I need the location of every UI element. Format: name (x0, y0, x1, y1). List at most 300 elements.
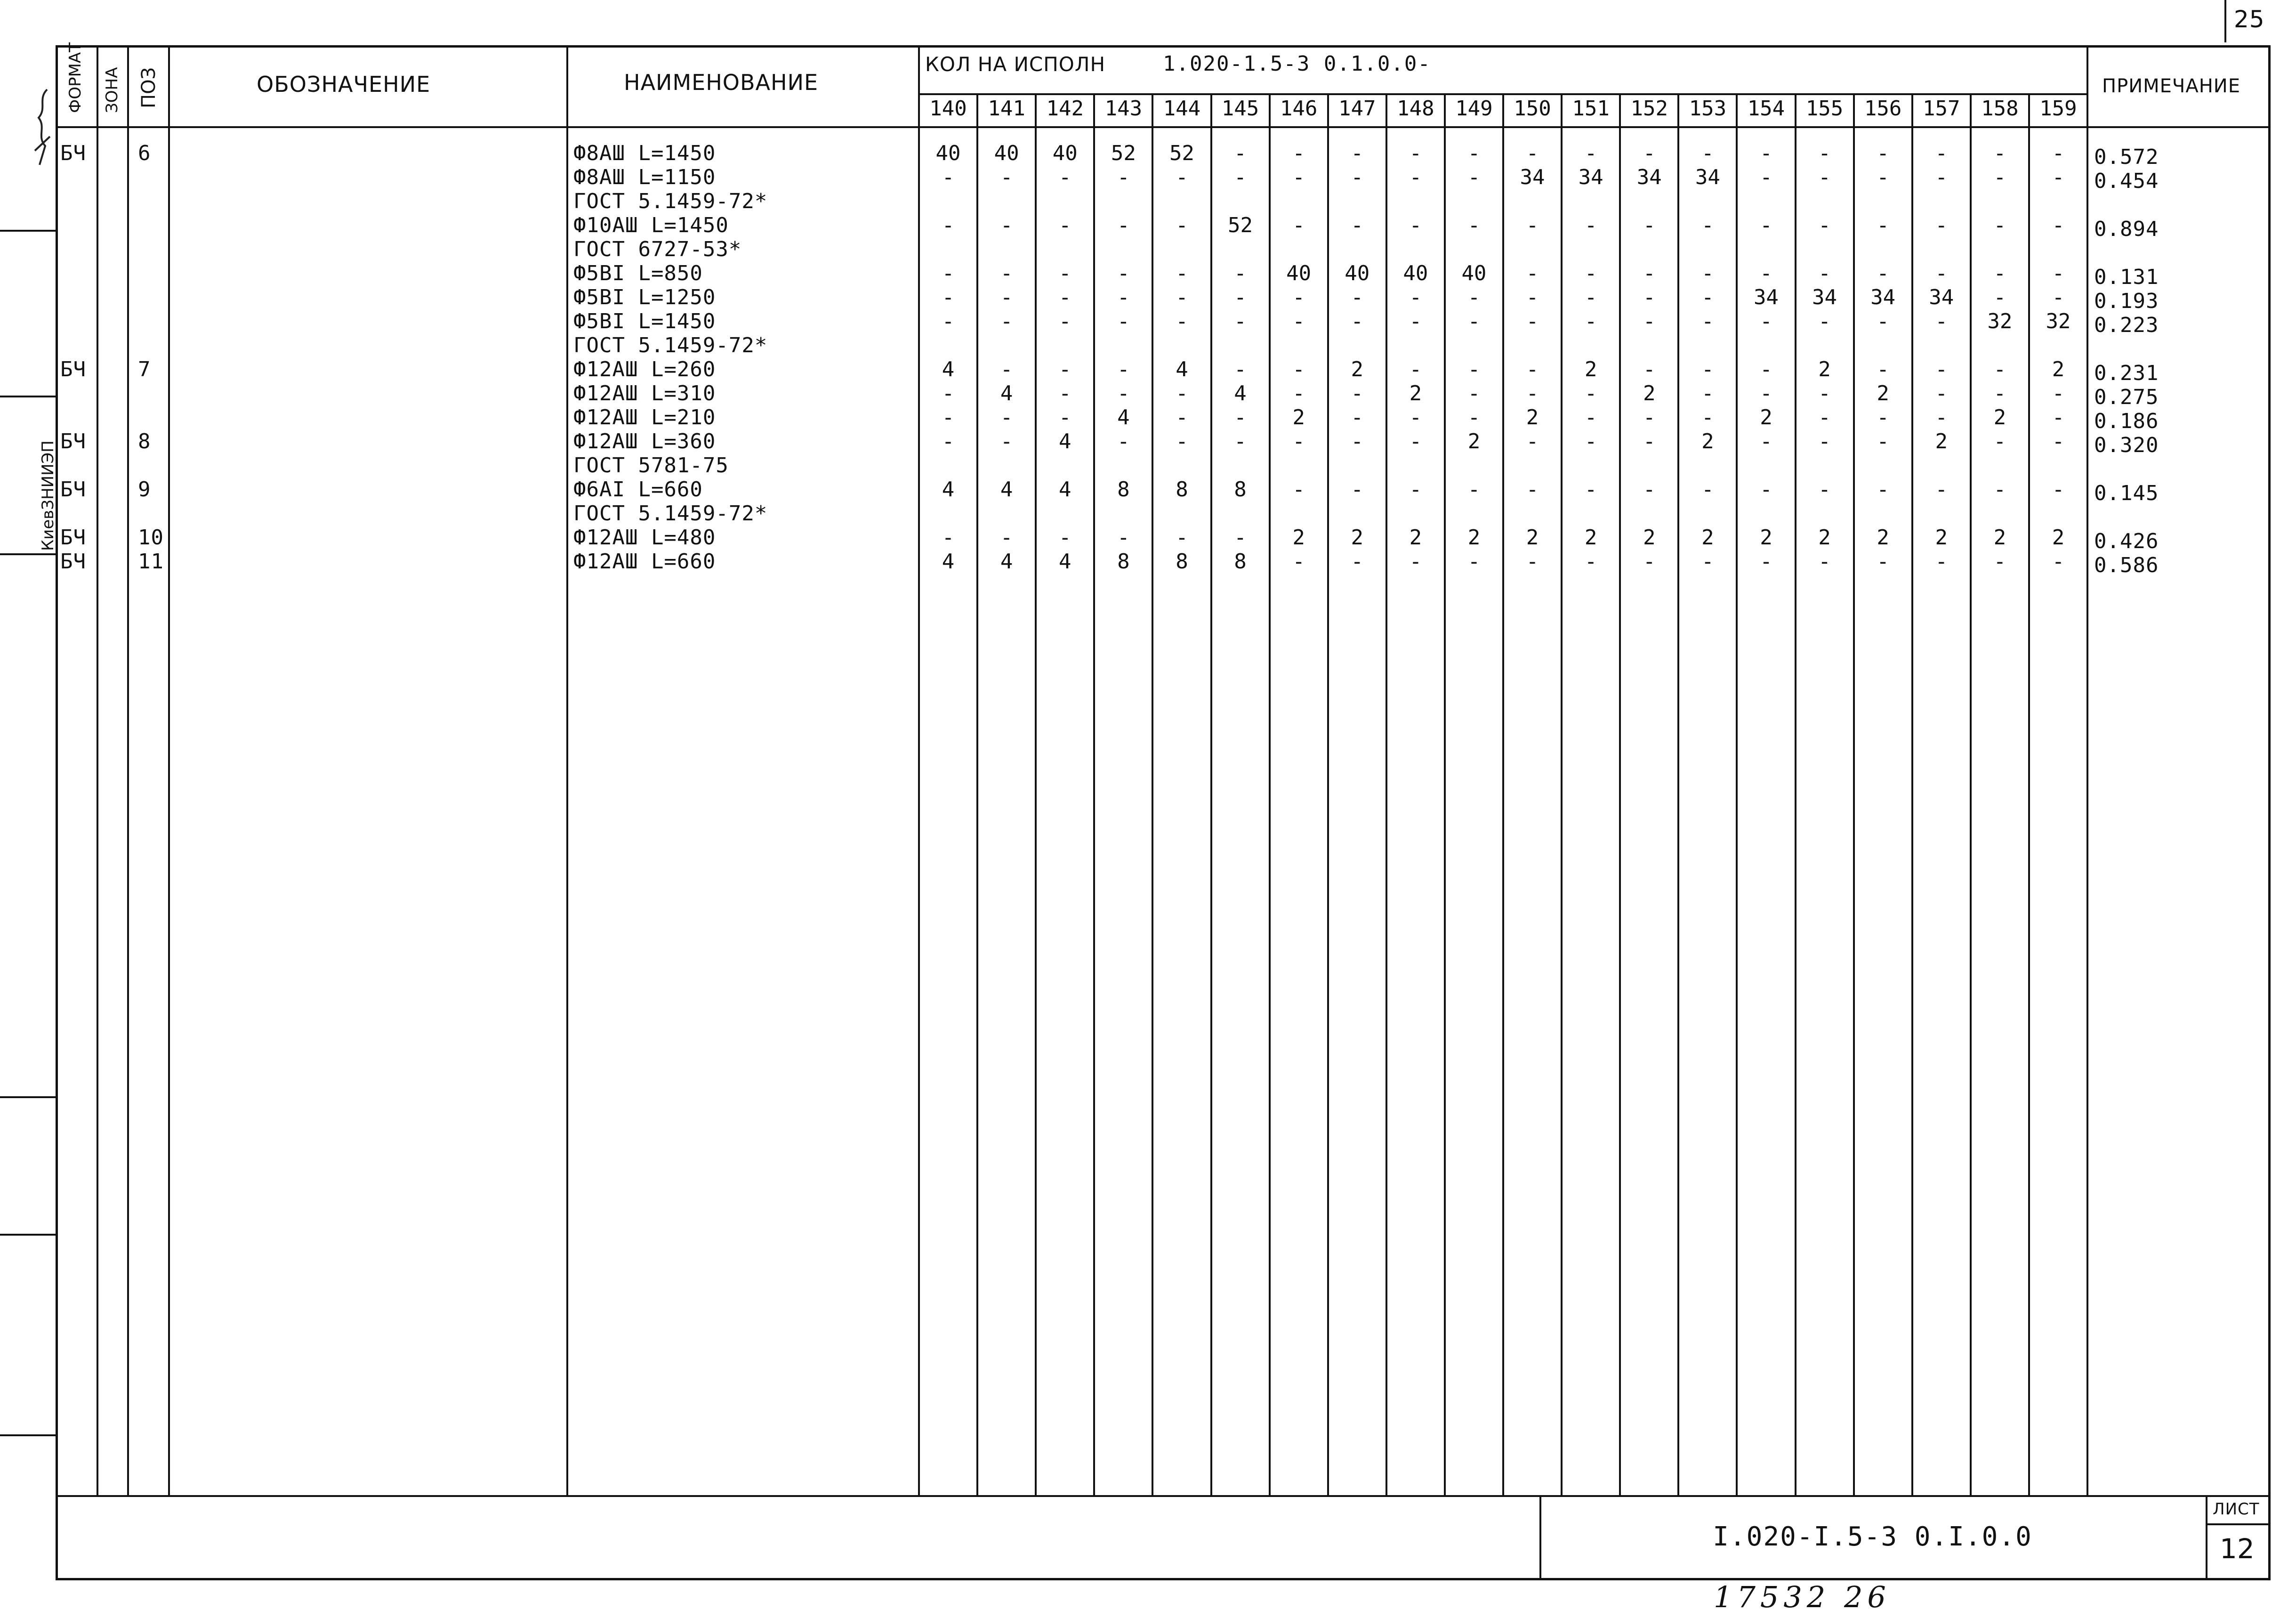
row-format: БЧ (60, 357, 86, 381)
variant-header-155: 155 (1805, 97, 1844, 121)
variant-header-142: 142 (1046, 97, 1084, 121)
row-qty-cell: - (1584, 213, 1597, 237)
row-qty-cell: - (1877, 261, 1889, 285)
row-qty-cell: - (1701, 141, 1714, 165)
side-stamp: КиевЗНИИЭП (39, 440, 57, 551)
row-name: ГОСТ 5.1459-72* (573, 189, 768, 213)
row-name: Ф5BI L=1450 (573, 309, 716, 333)
row-qty-cell: 4 (1176, 357, 1188, 381)
format-header: ФОРМАТ (66, 42, 85, 113)
row-qty-cell: - (1643, 309, 1656, 333)
row-qty-cell: - (1935, 213, 1948, 237)
row-note: 0.145 (2094, 481, 2159, 505)
row-note: 0.586 (2094, 553, 2159, 577)
row-note: 0.131 (2094, 265, 2159, 289)
row-qty-cell: - (1877, 405, 1889, 429)
row-qty-cell: - (2052, 141, 2065, 165)
row-note: 0.193 (2094, 289, 2159, 313)
row-qty-cell: - (1292, 477, 1305, 502)
row-qty-cell: - (1584, 429, 1597, 453)
row-qty-cell: - (1818, 309, 1831, 333)
row-qty-cell: 2 (1526, 526, 1539, 550)
qty-header: КОЛ НА ИСПОЛН (925, 53, 1106, 76)
row-qty-cell: 2 (1935, 526, 1948, 550)
row-qty-cell: 34 (1870, 285, 1896, 309)
row-qty-cell: 2 (1877, 381, 1889, 405)
row-qty-cell: - (1584, 261, 1597, 285)
row-qty-cell: 2 (2052, 526, 2065, 550)
row-qty-cell: - (1877, 213, 1889, 237)
row-qty-cell: - (1526, 309, 1539, 333)
variant-header-154: 154 (1747, 97, 1785, 121)
row-qty-cell: 40 (1461, 261, 1487, 285)
row-qty-cell: - (1409, 357, 1422, 381)
row-name: ГОСТ 6727-53* (573, 237, 742, 261)
row-qty-cell: - (1000, 405, 1013, 429)
row-qty-cell: - (1584, 550, 1597, 574)
row-qty-cell: 52 (1228, 213, 1253, 237)
row-qty-cell: 34 (1753, 285, 1779, 309)
row-qty-cell: - (1292, 141, 1305, 165)
row-qty-cell: 2 (1643, 526, 1656, 550)
row-qty-cell: - (1643, 477, 1656, 502)
variant-header-140: 140 (929, 97, 967, 121)
row-qty-cell: 2 (1351, 526, 1363, 550)
row-qty-cell: - (1409, 477, 1422, 502)
row-qty-cell: - (1117, 165, 1130, 189)
row-qty-cell: 32 (1987, 309, 2013, 333)
row-name: Ф12АШ L=660 (573, 550, 716, 574)
row-qty-cell: - (1760, 141, 1772, 165)
row-qty-cell: 34 (1812, 285, 1837, 309)
row-qty-cell: - (1993, 429, 2006, 453)
row-qty-cell: - (1760, 357, 1772, 381)
row-qty-cell: 2 (1877, 526, 1889, 550)
row-name: ГОСТ 5.1459-72* (573, 502, 768, 526)
row-qty-cell: - (1993, 261, 2006, 285)
variant-header-147: 147 (1338, 97, 1376, 121)
row-qty-cell: 2 (1467, 429, 1481, 453)
row-qty-cell: - (1351, 381, 1363, 405)
row-qty-cell: - (1117, 309, 1130, 333)
row-qty-cell: - (1467, 309, 1481, 333)
row-note: 0.223 (2094, 313, 2159, 337)
row-qty-cell: - (1409, 165, 1422, 189)
row-qty-cell: 40 (935, 141, 961, 165)
row-note: 0.320 (2094, 433, 2159, 457)
row-position: 8 (138, 429, 151, 453)
row-qty-cell: - (1584, 477, 1597, 502)
row-qty-cell: 2 (1409, 381, 1422, 405)
variant-header-150: 150 (1514, 97, 1551, 121)
row-qty-cell: - (1760, 550, 1772, 574)
row-qty-cell: - (1526, 141, 1539, 165)
row-name: ГОСТ 5781-75 (573, 453, 729, 477)
variant-header-143: 143 (1104, 97, 1143, 121)
row-name: Ф5BI L=1250 (573, 285, 716, 309)
row-qty-cell: - (1935, 381, 1948, 405)
row-note: 0.186 (2094, 409, 2159, 433)
row-qty-cell: - (1818, 261, 1831, 285)
row-qty-cell: - (1058, 285, 1071, 309)
row-qty-cell: 40 (1403, 261, 1428, 285)
row-qty-cell: - (1467, 357, 1481, 381)
row-qty-cell: - (942, 429, 955, 453)
variant-header-144: 144 (1163, 97, 1201, 121)
row-qty-cell: 2 (1409, 526, 1422, 550)
sheet-number: 12 (2220, 1533, 2255, 1565)
row-qty-cell: - (1467, 141, 1481, 165)
row-qty-cell: - (1818, 429, 1831, 453)
row-qty-cell: 40 (1345, 261, 1370, 285)
row-qty-cell: - (1117, 261, 1130, 285)
row-qty-cell: - (1643, 357, 1656, 381)
row-qty-cell: - (1117, 213, 1130, 237)
row-qty-cell: - (1117, 526, 1130, 550)
row-qty-cell: 2 (1292, 405, 1305, 429)
row-qty-cell: 2 (1760, 526, 1772, 550)
row-qty-cell: - (1526, 550, 1539, 574)
row-qty-cell: - (1760, 381, 1772, 405)
row-qty-cell: - (1117, 357, 1130, 381)
row-name: Ф12АШ L=210 (573, 405, 716, 429)
row-qty-cell: - (1643, 285, 1656, 309)
row-qty-cell: - (1000, 285, 1013, 309)
row-qty-cell: - (1351, 309, 1363, 333)
row-qty-cell: - (1760, 261, 1772, 285)
row-qty-cell: - (942, 405, 955, 429)
row-qty-cell: - (1818, 165, 1831, 189)
row-name: Ф8АШ L=1150 (573, 165, 716, 189)
row-qty-cell: - (1584, 381, 1597, 405)
qty-code: 1.020-1.5-3 0.1.0.0- (1163, 52, 1431, 76)
row-qty-cell: 34 (1695, 165, 1720, 189)
row-qty-cell: - (1234, 429, 1247, 453)
pos-header: ПОЗ (138, 67, 160, 108)
row-qty-cell: - (1643, 405, 1656, 429)
variant-header-152: 152 (1630, 97, 1668, 121)
row-qty-cell: 40 (1286, 261, 1312, 285)
row-qty-cell: 34 (1636, 165, 1662, 189)
row-qty-cell: - (1584, 141, 1597, 165)
row-qty-cell: - (1409, 405, 1422, 429)
row-qty-cell: - (1818, 381, 1831, 405)
row-qty-cell: - (1000, 165, 1013, 189)
row-qty-cell: - (1058, 261, 1071, 285)
row-position: 11 (138, 550, 164, 574)
row-format: БЧ (60, 141, 86, 165)
row-qty-cell: - (1643, 261, 1656, 285)
row-qty-cell: 2 (1935, 429, 1948, 453)
row-qty-cell: 2 (1760, 405, 1772, 429)
row-qty-cell: - (1760, 309, 1772, 333)
row-qty-cell: - (1993, 477, 2006, 502)
row-qty-cell: - (1877, 309, 1889, 333)
row-name: Ф12АШ L=310 (573, 381, 716, 405)
variant-header-146: 146 (1280, 97, 1318, 121)
row-qty-cell: - (1058, 381, 1071, 405)
row-qty-cell: - (1292, 357, 1305, 381)
row-qty-cell: - (1176, 285, 1188, 309)
row-qty-cell: - (1818, 141, 1831, 165)
row-qty-cell: 4 (1117, 405, 1130, 429)
handwritten-signature (33, 85, 52, 170)
row-qty-cell: 2 (1993, 526, 2006, 550)
row-qty-cell: - (1701, 261, 1714, 285)
row-qty-cell: - (1292, 213, 1305, 237)
row-format: БЧ (60, 429, 86, 453)
name-header: НАИМЕНОВАНИЕ (624, 70, 819, 95)
row-qty-cell: - (1760, 477, 1772, 502)
row-qty-cell: 8 (1117, 550, 1130, 574)
row-qty-cell: - (1351, 213, 1363, 237)
row-note: 0.454 (2094, 169, 2159, 193)
row-qty-cell: - (1584, 405, 1597, 429)
row-qty-cell: - (1409, 429, 1422, 453)
row-qty-cell: 2 (1993, 405, 2006, 429)
row-qty-cell: - (1993, 165, 2006, 189)
row-qty-cell: - (1993, 381, 2006, 405)
row-qty-cell: - (1993, 357, 2006, 381)
row-qty-cell: 4 (942, 357, 955, 381)
row-qty-cell: - (1643, 550, 1656, 574)
page-number: 25 (2234, 6, 2265, 33)
variant-header-149: 149 (1455, 97, 1493, 121)
row-qty-cell: 2 (1818, 526, 1831, 550)
row-qty-cell: - (1643, 429, 1656, 453)
row-qty-cell: 8 (1176, 550, 1188, 574)
row-qty-cell: 52 (1169, 141, 1194, 165)
row-qty-cell: - (1409, 141, 1422, 165)
row-qty-cell: - (2052, 261, 2065, 285)
row-qty-cell: - (1935, 357, 1948, 381)
row-qty-cell: - (1176, 526, 1188, 550)
row-qty-cell: 4 (1058, 477, 1071, 502)
row-position: 10 (138, 526, 164, 550)
row-qty-cell: 2 (1643, 381, 1656, 405)
archive-number: 17532 26 (1714, 1580, 1891, 1614)
variant-header-145: 145 (1221, 97, 1259, 121)
row-qty-cell: 34 (1929, 285, 1954, 309)
row-format: БЧ (60, 550, 86, 574)
row-qty-cell: 8 (1234, 477, 1247, 502)
row-qty-cell: - (1818, 405, 1831, 429)
row-qty-cell: - (1818, 213, 1831, 237)
row-qty-cell: - (1058, 405, 1071, 429)
row-qty-cell: 2 (1584, 357, 1597, 381)
row-qty-cell: 4 (942, 477, 955, 502)
row-qty-cell: 8 (1117, 477, 1130, 502)
row-qty-cell: - (2052, 285, 2065, 309)
row-qty-cell: - (1993, 213, 2006, 237)
row-qty-cell: - (2052, 429, 2065, 453)
row-qty-cell: - (1701, 550, 1714, 574)
variant-header-148: 148 (1397, 97, 1434, 121)
row-qty-cell: - (1467, 550, 1481, 574)
row-qty-cell: - (1467, 213, 1481, 237)
row-qty-cell: - (1993, 141, 2006, 165)
row-note: 0.275 (2094, 385, 2159, 409)
row-qty-cell: - (1058, 309, 1071, 333)
row-name: ГОСТ 5.1459-72* (573, 333, 768, 357)
row-qty-cell: - (1409, 213, 1422, 237)
row-qty-cell: - (1000, 261, 1013, 285)
row-qty-cell: - (1935, 477, 1948, 502)
row-qty-cell: - (1467, 285, 1481, 309)
row-qty-cell: 2 (1351, 357, 1363, 381)
row-qty-cell: - (1701, 213, 1714, 237)
row-qty-cell: - (1000, 526, 1013, 550)
row-qty-cell: - (1760, 429, 1772, 453)
variant-header-153: 153 (1689, 97, 1727, 121)
row-qty-cell: - (1701, 309, 1714, 333)
row-qty-cell: 4 (1000, 550, 1013, 574)
row-qty-cell: - (1000, 213, 1013, 237)
row-qty-cell: - (942, 213, 955, 237)
row-qty-cell: - (1701, 477, 1714, 502)
row-qty-cell: 2 (1526, 405, 1539, 429)
row-qty-cell: - (1877, 165, 1889, 189)
row-qty-cell: - (942, 381, 955, 405)
row-qty-cell: - (1701, 357, 1714, 381)
row-qty-cell: - (1058, 357, 1071, 381)
row-qty-cell: 2 (2052, 357, 2065, 381)
row-qty-cell: - (2052, 405, 2065, 429)
row-qty-cell: - (1351, 165, 1363, 189)
variant-header-141: 141 (988, 97, 1025, 121)
row-qty-cell: - (1760, 165, 1772, 189)
row-qty-cell: - (1760, 213, 1772, 237)
row-qty-cell: - (942, 309, 955, 333)
row-qty-cell: 2 (1818, 357, 1831, 381)
row-qty-cell: - (1526, 261, 1539, 285)
row-qty-cell: - (942, 261, 955, 285)
row-qty-cell: - (2052, 213, 2065, 237)
row-qty-cell: - (1526, 381, 1539, 405)
row-qty-cell: - (1351, 141, 1363, 165)
row-qty-cell: - (2052, 550, 2065, 574)
row-qty-cell: 52 (1111, 141, 1136, 165)
row-qty-cell: - (1584, 285, 1597, 309)
row-qty-cell: - (1877, 429, 1889, 453)
row-qty-cell: - (1058, 526, 1071, 550)
designation-header: ОБОЗНАЧЕНИЕ (257, 72, 431, 97)
row-qty-cell: - (1058, 213, 1071, 237)
row-qty-cell: - (1643, 141, 1656, 165)
row-name: Ф8АШ L=1450 (573, 141, 716, 165)
row-qty-cell: 40 (1052, 141, 1078, 165)
row-qty-cell: - (1409, 285, 1422, 309)
row-qty-cell: - (1292, 429, 1305, 453)
row-qty-cell: - (1877, 477, 1889, 502)
row-qty-cell: - (1526, 285, 1539, 309)
row-name: Ф12АШ L=480 (573, 526, 716, 550)
variant-header-151: 151 (1572, 97, 1610, 121)
row-qty-cell: 2 (1701, 526, 1714, 550)
row-qty-cell: - (942, 285, 955, 309)
row-qty-cell: - (1351, 285, 1363, 309)
row-qty-cell: - (1877, 357, 1889, 381)
row-qty-cell: 8 (1234, 550, 1247, 574)
row-qty-cell: - (1234, 285, 1247, 309)
row-qty-cell: - (1176, 429, 1188, 453)
row-qty-cell: - (1467, 165, 1481, 189)
row-qty-cell: - (1351, 405, 1363, 429)
row-name: Ф10АШ L=1450 (573, 213, 729, 237)
row-qty-cell: - (1176, 309, 1188, 333)
row-qty-cell: - (1117, 381, 1130, 405)
row-qty-cell: - (1292, 381, 1305, 405)
row-qty-cell: - (1643, 213, 1656, 237)
row-qty-cell: - (1935, 165, 1948, 189)
row-qty-cell: - (1292, 309, 1305, 333)
row-qty-cell: - (1701, 405, 1714, 429)
row-qty-cell: - (1234, 526, 1247, 550)
row-qty-cell: - (1526, 357, 1539, 381)
row-format: БЧ (60, 477, 86, 502)
row-qty-cell: - (1818, 477, 1831, 502)
row-qty-cell: - (1526, 213, 1539, 237)
row-qty-cell: - (1467, 477, 1481, 502)
row-qty-cell: - (1234, 309, 1247, 333)
row-qty-cell: - (1877, 550, 1889, 574)
row-qty-cell: - (1818, 550, 1831, 574)
row-qty-cell: - (1526, 429, 1539, 453)
variant-header-157: 157 (1922, 97, 1960, 121)
row-qty-cell: - (1176, 381, 1188, 405)
document-code: I.020-I.5-3 0.I.0.0 (1713, 1521, 2032, 1552)
row-qty-cell: - (1935, 405, 1948, 429)
row-qty-cell: - (1176, 261, 1188, 285)
row-position: 6 (138, 141, 151, 165)
row-qty-cell: - (1292, 285, 1305, 309)
row-qty-cell: - (1234, 141, 1247, 165)
row-qty-cell: - (1526, 477, 1539, 502)
row-name: Ф12АШ L=360 (573, 429, 716, 453)
row-qty-cell: - (1701, 381, 1714, 405)
row-qty-cell: 2 (1584, 526, 1597, 550)
row-qty-cell: - (1292, 165, 1305, 189)
row-note: 0.894 (2094, 217, 2159, 241)
row-qty-cell: - (1701, 285, 1714, 309)
row-qty-cell: - (1935, 550, 1948, 574)
row-qty-cell: - (1176, 213, 1188, 237)
row-qty-cell: - (2052, 477, 2065, 502)
row-qty-cell: - (1993, 550, 2006, 574)
row-qty-cell: - (1234, 357, 1247, 381)
sheet-label: ЛИСТ (2213, 1500, 2260, 1519)
row-name: Ф5BI L=850 (573, 261, 703, 285)
row-name: Ф12АШ L=260 (573, 357, 716, 381)
row-position: 7 (138, 357, 151, 381)
row-qty-cell: - (1058, 165, 1071, 189)
row-qty-cell: - (1292, 550, 1305, 574)
row-qty-cell: - (1935, 261, 1948, 285)
row-qty-cell: - (1877, 141, 1889, 165)
row-qty-cell: - (1234, 405, 1247, 429)
row-qty-cell: 34 (1578, 165, 1603, 189)
row-name: Ф6АI L=660 (573, 477, 703, 502)
row-qty-cell: - (942, 526, 955, 550)
row-qty-cell: 8 (1176, 477, 1188, 502)
row-qty-cell: - (1935, 141, 1948, 165)
row-qty-cell: 4 (1000, 381, 1013, 405)
row-qty-cell: 40 (994, 141, 1019, 165)
row-qty-cell: - (1467, 405, 1481, 429)
row-qty-cell: - (1176, 405, 1188, 429)
row-qty-cell: 2 (1467, 526, 1481, 550)
row-position: 9 (138, 477, 151, 502)
